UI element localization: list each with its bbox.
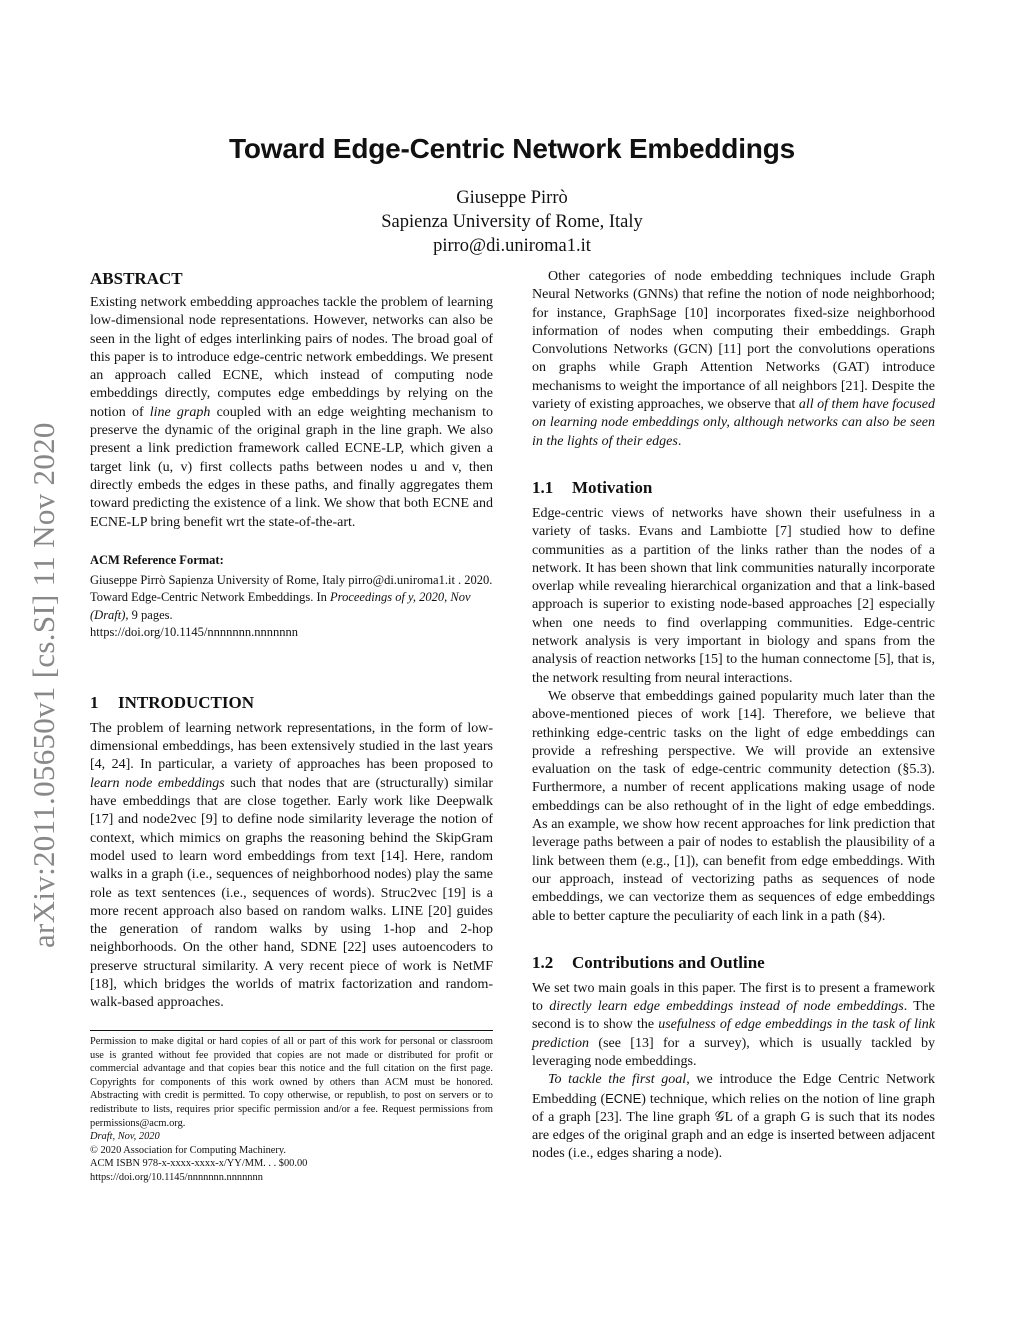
acm-reference-heading: ACM Reference Format: [90,552,224,567]
permission-text: Permission to make digital or hard copies of all or part of this work for personal or classroom use is granted without fee provided that copies are not made or distributed for profit or commercial advantage and that copies bear this notice and the full citation on the first page. Copyrights for components of this work owned by others than ACM must be honored. Abstracting with credit is permitted. To copy otherwise, or republish, to post on servers or to redistribute to lists, requires prior specific permission and/or a fee. Request permissions from permissions@acm.org. [90,1036,493,1129]
motivation-paragraph-2: We observe that embeddings gained popularity much later than the above-mentioned pieces of work [14]. Therefore, we believe that rethinking edge-centric tasks on the light of edge embeddings can provide a refreshing perspective. We will provide an extensive evaluation on the task of edge-centric community detection (§5.3). Furthermore, a number of recent applications making usage of node embeddings can be also rethought of in the light of edge embeddings. As an example, we show how recent approaches for link prediction that leverage paths between a pair of nodes to establish the plausibility of a link between them (e.g., [1]), can benefit from edge embeddings. With our approach, instead of vectorizing paths as sequences of node embeddings, we can vectorize them as sequences of edge embeddings able to better capture the peculiarity of each link in a path (§4). [532,688,935,924]
author-block [0,186,1024,258]
intro-heading: 1 INTRODUCTION [90,692,255,712]
acm-reference: Giuseppe Pirrò Sapienza University of Rome, Italy pirro@di.uniroma1.it . 2020. Toward Edge-Centric Network Embeddings. In Proceedings of y, 2020, Nov (Draft), 9 pages. https://doi.org/10.1145/nnnnnnn.nnnnnnn [90,572,493,642]
contributions-paragraph-1: We set two main goals in this paper. The first is to present a framework to directly learn edge embeddings instead of node embeddings. The second is to show the usefulness of edge embeddings in the task of link prediction (see [13] for a survey), which is usually tackled by leveraging node embeddings. [532,980,936,1069]
author-name: Giuseppe Pirrò [456,188,568,208]
motivation-paragraph-1: Edge-centric views of networks have shown their usefulness in a variety of tasks. Evans and Lambiotte [7] studied how to define communities as a partition of the links rather than the nodes of a network. It has been shown that link communities naturally incorporate overlap while revealing hierarchical organization and that a link-based approach is superior to existing node-based approaches [2] especially when one needs to find overlapping communities. Edge-centric network analysis is very important in biology and spans from the analysis of reaction networks [15] to the human connectome [5], that is, the network resulting from neural interactions. [532,505,935,686]
footnote-doi[interactable]: https://doi.org/10.1145/nnnnnnn.nnnnnnn [90,1171,263,1183]
draft-note: Draft, Nov, 2020 [90,1131,160,1143]
contributions-paragraph-2: To tackle the first goal, we introduce the Edge Centric Network Embedding (ECNE) technique, which relies on the notion of line graph of a graph [23]. The line graph 𝒢L of a graph G is such that its nodes are edges of the original graph and an edge is inserted between adjacent nodes (i.e., edges sharing a node). [532,1072,935,1162]
paper-title: Toward Edge-Centric Network Embeddings [229,133,795,164]
right-column [532,268,935,1164]
abstract-text: Existing network embedding approaches tackle the problem of learning low-dimensional node representations. However, networks can also be seen in the light of edges interlinking pairs of nodes. The broad goal of this paper is to introduce edge-centric network embeddings. We present an approach called ECNE, which instead of computing node embeddings directly, computes edge embeddings by relying on the notion of line graph coupled with an edge weighting mechanism to preserve the dynamic of the original graph in the line graph. We also present a link prediction framework called ECNE-LP, which given a target link (u, v) first collects paths between nodes u and v, then directly embeds the edges in these paths, and finally aggregates them toward predicting the existence of a link. We show that both ECNE and ECNE-LP bring benefit wrt the state-of-the-art. [90,295,494,530]
intro-paragraph: The problem of learning network representations, in the form of low-dimensional embeddings, has been extensively studied in the last years [4, 24]. In particular, a variety of approaches has been proposed to learn node embeddings such that nodes that are (structurally) similar have embeddings that are close together. Early work like Deepwalk [17] and node2vec [9] to define node similarity leverage the notion of context, which mimics on graphs the reasoning behind the SkipGram model used to learn word embeddings from text [14]. Here, random walks in a graph (i.e., sequences of neighborhood nodes) play the same role as text sentences (i.e., sequences of words). Struc2vec [19] is a more recent approach also based on random walks. LINE [20] guides the generation of random walks by using 1-hop and 2-hop neighborhoods. On the other hand, SDNE [22] uses autoencoders to preserve structural similarity. A very recent piece of work is NetMF [18], which bridges the worlds of matrix factorization and random-walk-based approaches. [90,720,493,1011]
author-affiliation: Sapienza University of Rome, Italy [381,212,643,232]
permission-footnote [90,1030,493,1185]
gnn-paragraph: Other categories of node embedding techniques include Graph Neural Networks (GNNs) that refine the notion of node neighborhood; for instance, GraphSage [10] incorporates fixed-size neighborhood information of nodes when computing their embeddings. Graph Convolutions Networks (GCN) [11] port the convolutions operations on graphs while Graph Attention Networks (GAT) introduce mechanisms to weight the importance of all neighbors [21]. Despite the variety of existing approaches, we observe that all of them have focused on learning node embeddings only, although networks can also be seen in the lights of their edges. [532,269,936,449]
contributions-heading: 1.2 Contributions and Outline [532,952,765,972]
author-email[interactable]: pirro@di.uniroma1.it [433,236,591,256]
acm-reference-doi[interactable]: https://doi.org/10.1145/nnnnnnn.nnnnnnn [90,625,298,640]
left-column [90,268,493,1013]
motivation-heading: 1.1 Motivation [532,477,653,497]
isbn-line: ACM ISBN 978-x-xxxx-xxxx-x/YY/MM. . . $00.00 [90,1158,308,1170]
copyright-line: © 2020 Association for Computing Machinery. [90,1144,286,1156]
arxiv-identifier: arXiv:2011.05650v1 [cs.SI] 11 Nov 2020 [26,422,61,948]
abstract-heading: ABSTRACT [90,269,183,288]
